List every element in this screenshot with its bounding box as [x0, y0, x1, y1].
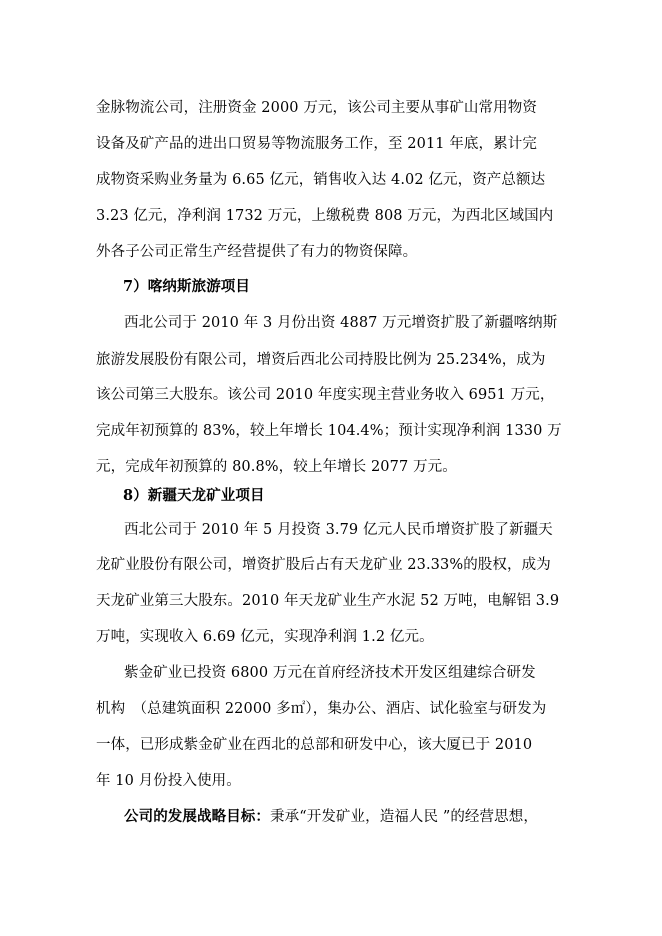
- p4-line-4: 年 10 月份投入使用。: [96, 773, 241, 789]
- p4-line-3: 一体，已形成紫金矿业在西北的总部和研发中心，该大厦已于 2010: [96, 737, 533, 753]
- p2-line-3: 该公司第三大股东。该公司 2010 年度实现主营业务收入 6951 万元，: [96, 387, 555, 403]
- p5-line-1: [124, 808, 538, 826]
- p1-line-5: 外各子公司正常生产经营提供了有力的物资保障。: [96, 244, 418, 260]
- section-heading-8: 8）新疆天龙矿业项目: [123, 487, 265, 504]
- p1-line-3: 成物资采购业务量为 6.65 亿元，销售收入达 4.02 亿元，资产总额达: [96, 172, 546, 188]
- p1-line-2: 设备及矿产品的进出口贸易等物流服务工作，至 2011 年底，累计完: [96, 136, 537, 152]
- p2-line-1: 西北公司于 2010 年 3 月份出资 4887 万元增资扩股了新疆喀纳斯: [124, 315, 558, 331]
- p2-line-4: 完成年初预算的 83%，较上年增长 104.4%；预计实现净利润 1330 万: [96, 423, 562, 439]
- p1-line-1: 金脉物流公司，注册资金 2000 万元，该公司主要从事矿山常用物资: [96, 100, 537, 116]
- p1-line-4: 3.23 亿元，净利润 1732 万元，上缴税费 808 万元，为西北区域国内: [96, 208, 554, 224]
- p2-line-2: 旅游发展股份有限公司，增资后西北公司持股比例为 25.234%，成为: [96, 352, 546, 368]
- p4-line-2: 机构 （总建筑面积 22000 多㎡），集办公、酒店、试化验室与研发为: [96, 701, 547, 717]
- p3-line-3: 天龙矿业第三大股东。2010 年天龙矿业生产水泥 52 万吨，电解铝 3.9: [96, 593, 560, 609]
- p3-line-4: 万吨，实现收入 6.69 亿元，实现净利润 1.2 亿元。: [96, 629, 434, 645]
- strategy-text: 秉承“开发矿业，造福人民 ”的经营思想，: [270, 809, 538, 825]
- strategy-label: 公司的发展战略目标：: [124, 808, 270, 825]
- p2-line-5: 元，完成年初预算的 80.8%，较上年增长 2077 万元。: [96, 459, 457, 475]
- p3-line-2: 龙矿业股份有限公司，增资扩股后占有天龙矿业 23.33%的股权，成为: [96, 557, 551, 573]
- section-heading-7: 7）喀纳斯旅游项目: [123, 278, 250, 295]
- p4-line-1: 紫金矿业已投资 6800 万元在首府经济技术开发区组建综合研发: [124, 665, 536, 681]
- p3-line-1: 西北公司于 2010 年 5 月投资 3.79 亿元人民币增资扩股了新疆天: [124, 522, 553, 538]
